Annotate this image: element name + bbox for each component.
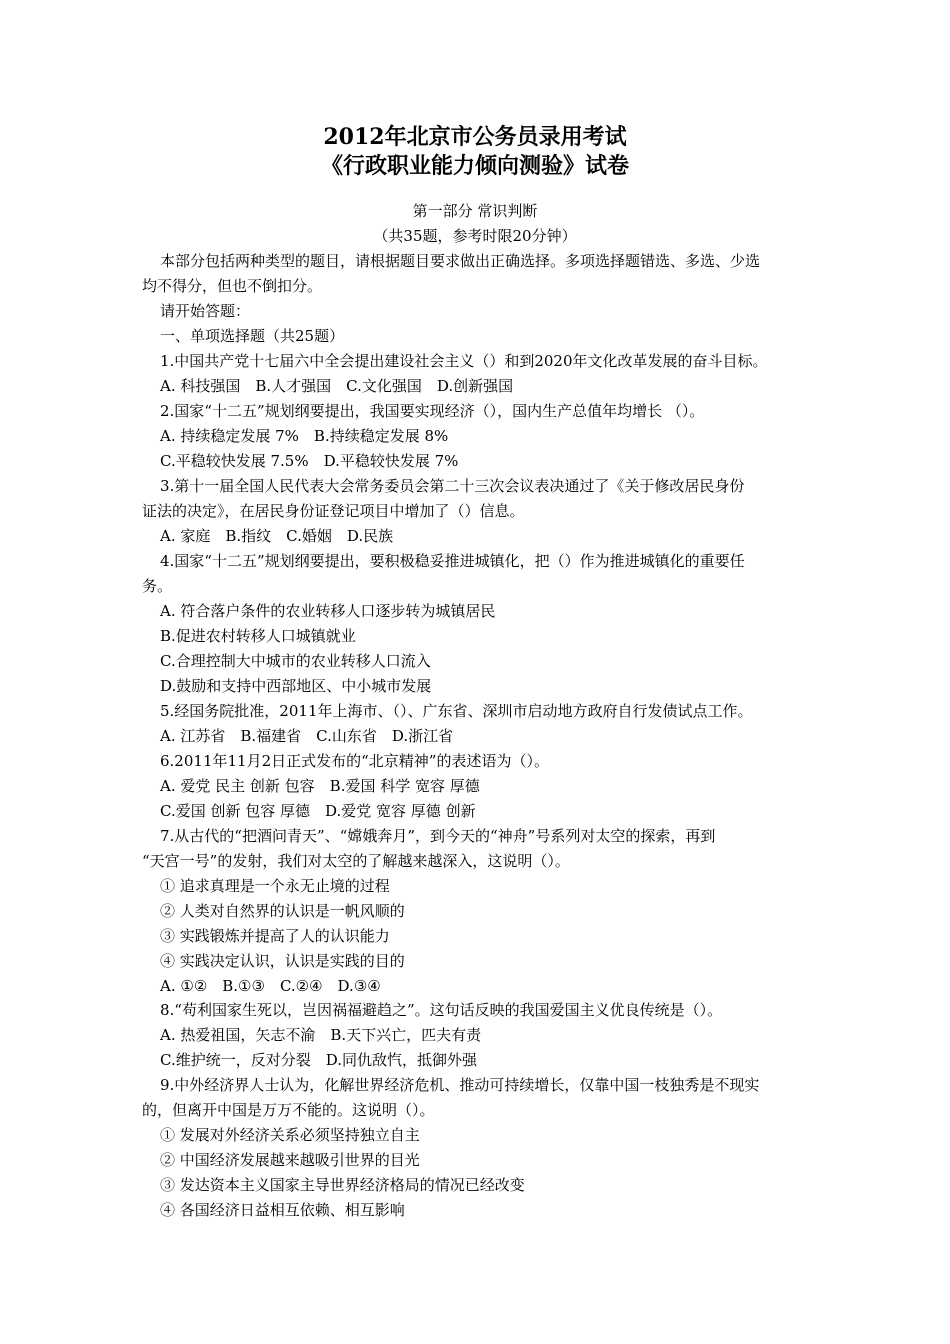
question-9-stem: 的，但离开中国是万万不能的。这说明（）。 <box>142 1101 435 1119</box>
question-3-stem: 证法的决定》，在居民身份证登记项目中增加了（）信息。 <box>142 502 525 520</box>
question-7-item: ④ 实践决定认识，认识是实践的目的 <box>160 952 405 970</box>
section-info: （共35题，参考时限20分钟） <box>373 227 577 245</box>
question-7-stem: 7.从古代的“把酒问青天”、“嫦娥奔月”，到今天的“神舟”号系列对太空的探索，再到 <box>160 827 716 845</box>
section-heading: 第一部分 常识判断 <box>412 202 538 220</box>
question-1-options: A. 科技强国 B.人才强国 C.文化强国 D.创新强国 <box>160 377 514 395</box>
question-4-option-b: B.促进农村转移人口城镇就业 <box>160 627 356 645</box>
intro-text-line: 本部分包括两种类型的题目，请根据题目要求做出正确选择。多项选择题错选、多选、少选 <box>160 252 761 270</box>
question-2-stem: 2.国家“十二五”规划纲要提出，我国要实现经济（），国内生产总值年均增长 （）。 <box>160 402 705 420</box>
question-4-option-c: C.合理控制大中城市的农业转移人口流入 <box>160 652 431 670</box>
question-3-stem: 3.第十一届全国人民代表大会常务委员会第二十三次会议表决通过了《关于修改居民身份 <box>160 477 745 495</box>
question-9-item: ① 发展对外经济关系必须坚持独立自主 <box>160 1126 420 1144</box>
exam-title: 2012年北京市公务员录用考试 <box>323 124 627 150</box>
exam-subtitle: 《行政职业能力倾向测验》试卷 <box>320 153 629 179</box>
question-7-item: ① 追求真理是一个永无止境的过程 <box>160 877 390 895</box>
question-9-item: ③ 发达资本主义国家主导世界经济格局的情况已经改变 <box>160 1176 525 1194</box>
question-7-options: A. ①② B.①③ C.②④ D.③④ <box>160 977 381 995</box>
question-3-options: A. 家庭 B.指纹 C.婚姻 D.民族 <box>160 527 394 545</box>
question-2-options: C.平稳较快发展 7.5% D.平稳较快发展 7% <box>160 452 459 470</box>
question-4-option-d: D.鼓励和支持中西部地区、中小城市发展 <box>160 677 432 695</box>
question-2-options: A. 持续稳定发展 7% B.持续稳定发展 8% <box>160 427 449 445</box>
question-9-stem: 9.中外经济界人士认为，化解世界经济危机、推动可持续增长，仅靠中国一枝独秀是不现实 <box>160 1076 760 1094</box>
question-8-options: C.维护统一，反对分裂 D.同仇敌忾，抵御外强 <box>160 1051 477 1069</box>
question-7-item: ③ 实践锻炼并提高了人的认识能力 <box>160 927 390 945</box>
question-9-item: ② 中国经济发展越来越吸引世界的目光 <box>160 1151 420 1169</box>
start-text: 请开始答题： <box>160 302 251 320</box>
intro-text-line: 均不得分，但也不倒扣分。 <box>142 277 323 295</box>
question-4-option-a: A. 符合落户条件的农业转移人口逐步转为城镇居民 <box>160 602 496 620</box>
question-7-item: ② 人类对自然界的认识是一帆风顺的 <box>160 902 405 920</box>
question-6-stem: 6.2011年11月2日正式发布的“北京精神”的表述语为（）。 <box>160 752 549 770</box>
question-6-options: C.爱国 创新 包容 厚德 D.爱党 宽容 厚德 创新 <box>160 802 476 820</box>
question-1-stem: 1.中国共产党十七届六中全会提出建设社会主义（）和到2020年文化改革发展的奋斗目标。 <box>160 352 768 370</box>
part-heading: 一、单项选择题（共25题） <box>160 327 345 345</box>
question-9-item: ④ 各国经济日益相互依赖、相互影响 <box>160 1201 405 1219</box>
question-8-options: A. 热爱祖国，矢志不渝 B.天下兴亡，匹夫有责 <box>160 1026 482 1044</box>
question-5-stem: 5.经国务院批准，2011年上海市、（）、广东省、深圳市启动地方政府自行发债试点工作。 <box>160 702 753 720</box>
question-6-options: A. 爱党 民主 创新 包容 B.爱国 科学 宽容 厚德 <box>160 777 480 795</box>
question-4-stem: 4.国家“十二五”规划纲要提出，要积极稳妥推进城镇化，把（）作为推进城镇化的重要任 <box>160 552 745 570</box>
question-4-stem: 务。 <box>142 577 173 595</box>
question-7-stem: “天宫一号”的发射，我们对太空的了解越来越深入，这说明（）。 <box>142 852 570 870</box>
question-5-options: A. 江苏省 B.福建省 C.山东省 D.浙江省 <box>160 727 454 745</box>
question-8-stem: 8.“苟利国家生死以，岂因祸福避趋之”。这句话反映的我国爱国主义优良传统是（）。 <box>160 1001 723 1019</box>
